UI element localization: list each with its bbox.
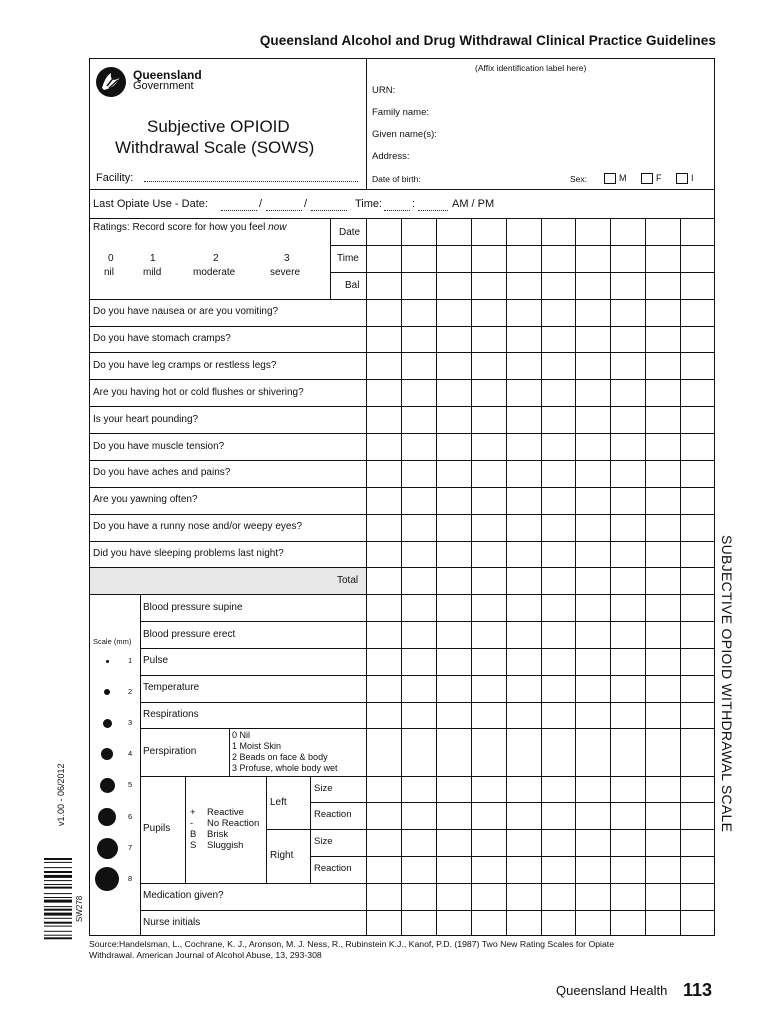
rating-3-num: 3 — [284, 253, 290, 264]
pupil-left-label: Left — [270, 797, 287, 808]
pupil-key-text-0: Reactive — [207, 807, 244, 818]
rating-1-num: 1 — [150, 253, 156, 264]
barcode-bar — [44, 858, 72, 860]
temperature-label: Temperature — [143, 682, 200, 693]
barcode-bar — [44, 897, 72, 898]
facility-label: Facility: — [96, 172, 134, 184]
nurse-initials-label: Nurse initials — [143, 917, 201, 928]
time-label: Time: — [355, 198, 383, 210]
pupil-size-label: 7 — [128, 843, 133, 852]
question-nausea: Do you have nausea or are you vomiting? — [93, 306, 279, 317]
source-line2: Withdrawal. American Journal of Alcohol Abuse, 13, 293-308 — [89, 950, 322, 960]
logo-wordmark-top: Queensland — [133, 68, 202, 82]
barcode-bar — [44, 875, 72, 878]
ratings-heading: Ratings: Record score for how you feel now — [93, 222, 287, 233]
page-header-title: Queensland Alcohol and Drug Withdrawal Clinical Practice Guidelines — [259, 33, 716, 48]
time-row-label: Time — [337, 253, 359, 264]
perspiration-scale-3: 3 Profuse, whole body wet — [232, 763, 338, 773]
time-colon: : — [412, 198, 416, 210]
left-reaction-label: Reaction — [314, 809, 352, 820]
barcode-bar — [44, 913, 72, 916]
right-reaction-label: Reaction — [314, 863, 352, 874]
form-code: SW278 — [75, 895, 84, 922]
pupil-size-label: 6 — [128, 812, 133, 821]
question-sleep: Did you have sleeping problems last night? — [93, 548, 284, 559]
question-flushes: Are you having hot or cold flushes or shivering? — [93, 387, 304, 398]
pupil-key-sym-3: S — [190, 840, 197, 851]
perspiration-label: Perspiration — [143, 746, 197, 757]
pupil-size-label: 3 — [128, 718, 133, 727]
side-title: SUBJECTIVE OPIOID WITHDRAWAL SCALE — [719, 535, 735, 833]
respirations-label: Respirations — [143, 709, 199, 720]
perspiration-scale-1: 1 Moist Skin — [232, 741, 282, 751]
rating-0-num: 0 — [108, 253, 114, 264]
form-title-line2: Withdrawal Scale (SOWS) — [115, 138, 315, 157]
pupil-size-label: 2 — [128, 687, 133, 696]
given-names-label: Given name(s): — [372, 129, 437, 140]
family-name-label: Family name: — [372, 107, 430, 118]
affix-note: (Affix identification label here) — [475, 63, 587, 73]
barcode-bar — [44, 900, 72, 903]
barcode-bar — [44, 887, 72, 889]
footer-org: Queensland Health — [556, 983, 668, 998]
question-heart: Is your heart pounding? — [93, 414, 199, 425]
urn-label: URN: — [372, 85, 396, 96]
question-runny-nose: Do you have a runny nose and/or weepy eyes? — [93, 521, 303, 532]
pupil-key-sym-1: - — [190, 818, 194, 829]
dob-label: Date of birth: — [372, 174, 421, 184]
question-muscle: Do you have muscle tension? — [93, 441, 225, 452]
question-stomach-cramps: Do you have stomach cramps? — [93, 333, 231, 344]
medication-label: Medication given? — [143, 890, 224, 901]
right-size-label: Size — [314, 836, 333, 847]
pupils-label: Pupils — [143, 823, 171, 834]
rating-1-label: mild — [143, 267, 162, 278]
last-use-label: Last Opiate Use - Date: — [93, 198, 208, 210]
pupil-size-label: 5 — [128, 780, 133, 789]
question-aches: Do you have aches and pains? — [93, 467, 231, 478]
pupil-key-text-1: No Reaction — [207, 818, 260, 829]
barcode-icon — [44, 858, 72, 962]
barcode-bar — [44, 884, 72, 885]
logo-wordmark-bottom: Government — [133, 80, 194, 92]
sex-label: Sex: — [570, 174, 588, 184]
page-number: 113 — [683, 980, 713, 1000]
pulse-label: Pulse — [143, 655, 169, 666]
barcode-bar — [44, 871, 72, 873]
date-row-label: Date — [339, 227, 361, 238]
form-title-line1: Subjective OPIOID — [147, 117, 290, 136]
barcode-bar — [44, 918, 72, 919]
barcode-bar — [44, 926, 72, 927]
date-slash-1: / — [259, 198, 263, 210]
pupil-scale-label: Scale (mm) — [93, 637, 132, 646]
sex-m-label: M — [619, 173, 627, 183]
rating-2-num: 2 — [213, 253, 219, 264]
bal-row-label: Bal — [345, 280, 360, 291]
address-label: Address: — [372, 151, 410, 162]
bp-supine-label: Blood pressure supine — [143, 602, 243, 613]
barcode-bar — [44, 922, 72, 924]
pupil-key-sym-2: B — [190, 829, 197, 840]
rating-0-label: nil — [104, 267, 115, 278]
barcode-bar — [44, 937, 72, 939]
question-yawning: Are you yawning often? — [93, 494, 198, 505]
pupil-key-text-3: Sluggish — [207, 840, 244, 851]
barcode-bar — [44, 909, 72, 911]
question-leg-cramps: Do you have leg cramps or restless legs? — [93, 360, 277, 371]
pupil-key-text-2: Brisk — [207, 829, 229, 840]
pupil-size-label: 4 — [128, 749, 133, 758]
barcode-bar — [44, 931, 72, 932]
total-label: Total — [337, 575, 359, 586]
date-slash-2: / — [304, 198, 308, 210]
barcode-bar — [44, 935, 72, 936]
sex-i-label: I — [691, 173, 694, 183]
barcode-bar — [44, 862, 72, 863]
rating-2-label: moderate — [193, 267, 236, 278]
barcode-bar — [44, 880, 72, 881]
pupil-size-label: 1 — [128, 656, 133, 665]
perspiration-scale-0: 0 Nil — [232, 730, 251, 740]
source-line1: Source:Handelsman, L., Cochrane, K. J., Aronson, M. J. Ness, R., Rubinstein K.J., Kanof, P.D. (1987) Two New Rating Scales for Opiate — [89, 939, 615, 949]
sex-f-label: F — [656, 173, 662, 183]
version-label: v1.00 - 06/2012 — [56, 763, 66, 826]
barcode-bar — [44, 906, 72, 907]
barcode-bar — [44, 867, 72, 868]
pupil-size-label: 8 — [128, 874, 133, 883]
left-size-label: Size — [314, 783, 333, 794]
rating-3-label: severe — [270, 267, 301, 278]
perspiration-scale-2: 2 Beads on face & body — [232, 752, 328, 762]
ampm-label: AM / PM — [452, 198, 495, 210]
barcode-bar — [44, 893, 72, 894]
pupil-right-label: Right — [270, 850, 294, 861]
bp-erect-label: Blood pressure erect — [143, 629, 236, 640]
pupil-key-sym-0: + — [190, 807, 196, 818]
